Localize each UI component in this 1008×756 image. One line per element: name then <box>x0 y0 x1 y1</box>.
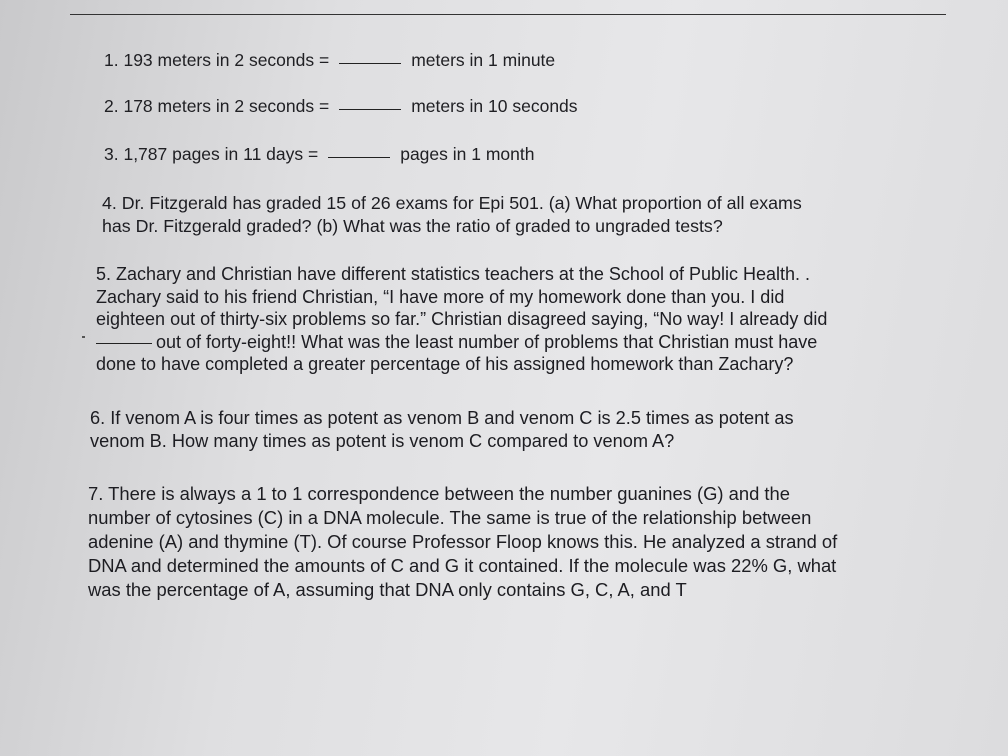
question-1-answer-blank <box>339 63 401 64</box>
question-5-line-2: Zachary said to his friend Christian, “I have more of my homework done than you. I did <box>96 286 785 307</box>
question-4-line-1: 4. Dr. Fitzgerald has graded 15 of 26 exams for Epi 501. (a) What proportion of all exams <box>102 193 802 213</box>
question-1 <box>104 50 555 71</box>
question-2 <box>104 96 578 117</box>
question-7-line-4: DNA and determined the amounts of C and G it contained. If the molecule was 22% G, what <box>88 555 837 576</box>
question-7-line-3: adenine (A) and thymine (T). Of course Professor Floop knows this. He analyzed a strand of <box>88 531 838 552</box>
question-1-unit: meters in 1 minute <box>411 50 556 70</box>
question-7-line-1: 7. There is always a 1 to 1 correspondence between the number guanines (G) and the <box>88 483 790 504</box>
question-2-answer-blank <box>339 109 401 110</box>
question-6-line-2: venom B. How many times as potent is venom C compared to venom A? <box>90 431 675 451</box>
question-6 <box>90 407 794 453</box>
question-7-line-5: was the percentage of A, assuming that DNA only contains G, C, A, and T <box>88 579 687 600</box>
top-rule <box>70 14 946 15</box>
question-5 <box>96 263 827 376</box>
question-5-line-5: done to have completed a greater percentage of his assigned homework than Zachary? <box>96 354 794 374</box>
question-7-line-2: number of cytosines (C) in a DNA molecule. The same is true of the relationship between <box>88 507 812 528</box>
question-7 <box>88 482 837 602</box>
question-5-line-4: out of forty-eight!! What was the least number of problems that Christian must have <box>156 331 818 352</box>
question-5-answer-blank <box>96 343 152 344</box>
question-4 <box>102 192 802 237</box>
question-3-answer-blank <box>328 157 390 158</box>
stray-mark <box>82 336 85 338</box>
question-5-line-1: 5. Zachary and Christian have different statistics teachers at the School of Public Health. . <box>96 264 811 284</box>
question-1-prompt: 1. 193 meters in 2 seconds = <box>104 50 330 70</box>
question-2-prompt: 2. 178 meters in 2 seconds = <box>104 96 330 116</box>
question-5-line-3: eighteen out of thirty-six problems so far.” Christian disagreed saying, “No way! I already did <box>96 309 828 329</box>
question-3 <box>104 144 534 165</box>
question-3-prompt: 3. 1,787 pages in 11 days = <box>104 144 319 164</box>
question-3-unit: pages in 1 month <box>400 144 535 164</box>
question-6-line-1: 6. If venom A is four times as potent as venom B and venom C is 2.5 times as potent as <box>90 408 794 428</box>
question-2-unit: meters in 10 seconds <box>411 96 578 116</box>
question-5-line-4-wrapper <box>96 331 827 354</box>
question-4-line-2: has Dr. Fitzgerald graded? (b) What was the ratio of graded to ungraded tests? <box>102 215 723 236</box>
